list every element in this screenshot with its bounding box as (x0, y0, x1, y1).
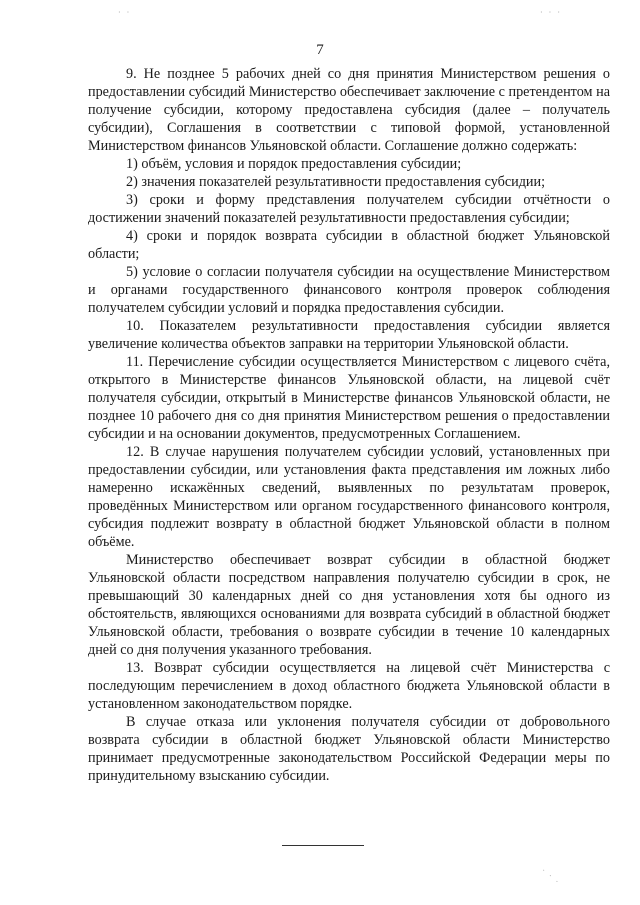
paragraph-13-continued: В случае отказа или уклонения получателя субсидии от добровольного возврата субсидии в областной бюджет Ульяновской области Министерство принимает предусмотренные законодательством Российской Федерации меры по принудительному взысканию субсидии. (88, 714, 610, 784)
paragraph-10: 10. Показателем результативности предоставления субсидии является увеличение количества объектов заправки на территории Ульяновской области. (88, 318, 610, 352)
paragraph-13: 13. Возврат субсидии осуществляется на лицевой счёт Министерства с последующим перечислением в доход областного бюджета Ульяновской области в установленном законодательством порядке. (88, 660, 610, 712)
paragraph-12: 12. В случае нарушения получателем субсидии условий, установленных при предоставлении субсидии, или установления факта представления им ложных либо намеренно искажённых сведений, выявленных по результатам проверок, проведённых Министерством или органом государственного финансового контроля, субсидия подлежит возврату в областной бюджет Ульяновской области в полном объёме. (88, 444, 610, 550)
list-item: 1) объём, условия и порядок предоставления субсидии; (126, 156, 462, 172)
document-body (88, 65, 610, 785)
scan-artifact: · · · (539, 865, 563, 888)
list-item: 4) сроки и порядок возврата субсидии в областной бюджет Ульяновской области; (88, 228, 610, 262)
scan-artifact: · · (118, 8, 132, 17)
list-item: 2) значения показателей результативности предоставления субсидии; (126, 174, 546, 190)
list-item: 3) сроки и форму представления получателем субсидии отчётности о достижении значений показателей результативности предоставления субсидии; (88, 192, 610, 226)
list-item: 5) условие о согласии получателя субсидии на осуществление Министерством и органами государственного финансового контроля проверок соблюдения получателем субсидии условий и порядка предоставления субсидии. (88, 264, 610, 316)
end-separator-line (282, 845, 364, 846)
scan-artifact: · · · (540, 8, 562, 17)
paragraph-11: 11. Перечисление субсидии осуществляется Министерством с лицевого счёта, открытого в Министерстве финансов Ульяновской области, на лицевой счёт получателя субсидии, открытый в Министерстве финансов Ульяновской области, не позднее 10 рабочего дня со дня принятия Министерством решения о предоставлении субсидии и на основании документов, предусмотренных Соглашением. (88, 354, 610, 442)
paragraph-9: 9. Не позднее 5 рабочих дней со дня принятия Министерством решения о предоставлении субсидий Министерство обеспечивает заключение с претендентом на получение субсидии, которому предоставлена субсидия (далее – получатель субсидии), Соглашения в соответствии с типовой формой, установленной Министерством финансов Ульяновской области. Соглашение должно содержать: (88, 66, 610, 154)
page-number: 7 (316, 42, 324, 58)
paragraph-12-continued: Министерство обеспечивает возврат субсидии в областной бюджет Ульяновской области посредством направления получателю субсидии в срок, не превышающий 30 календарных дней со дня установления хотя бы одного из обстоятельств, являющихся основаниями для возврата субсидий в областной бюджет Ульяновской области, требования о возврате субсидии в течение 10 календарных дней со дня получения указанного требования. (88, 552, 610, 658)
